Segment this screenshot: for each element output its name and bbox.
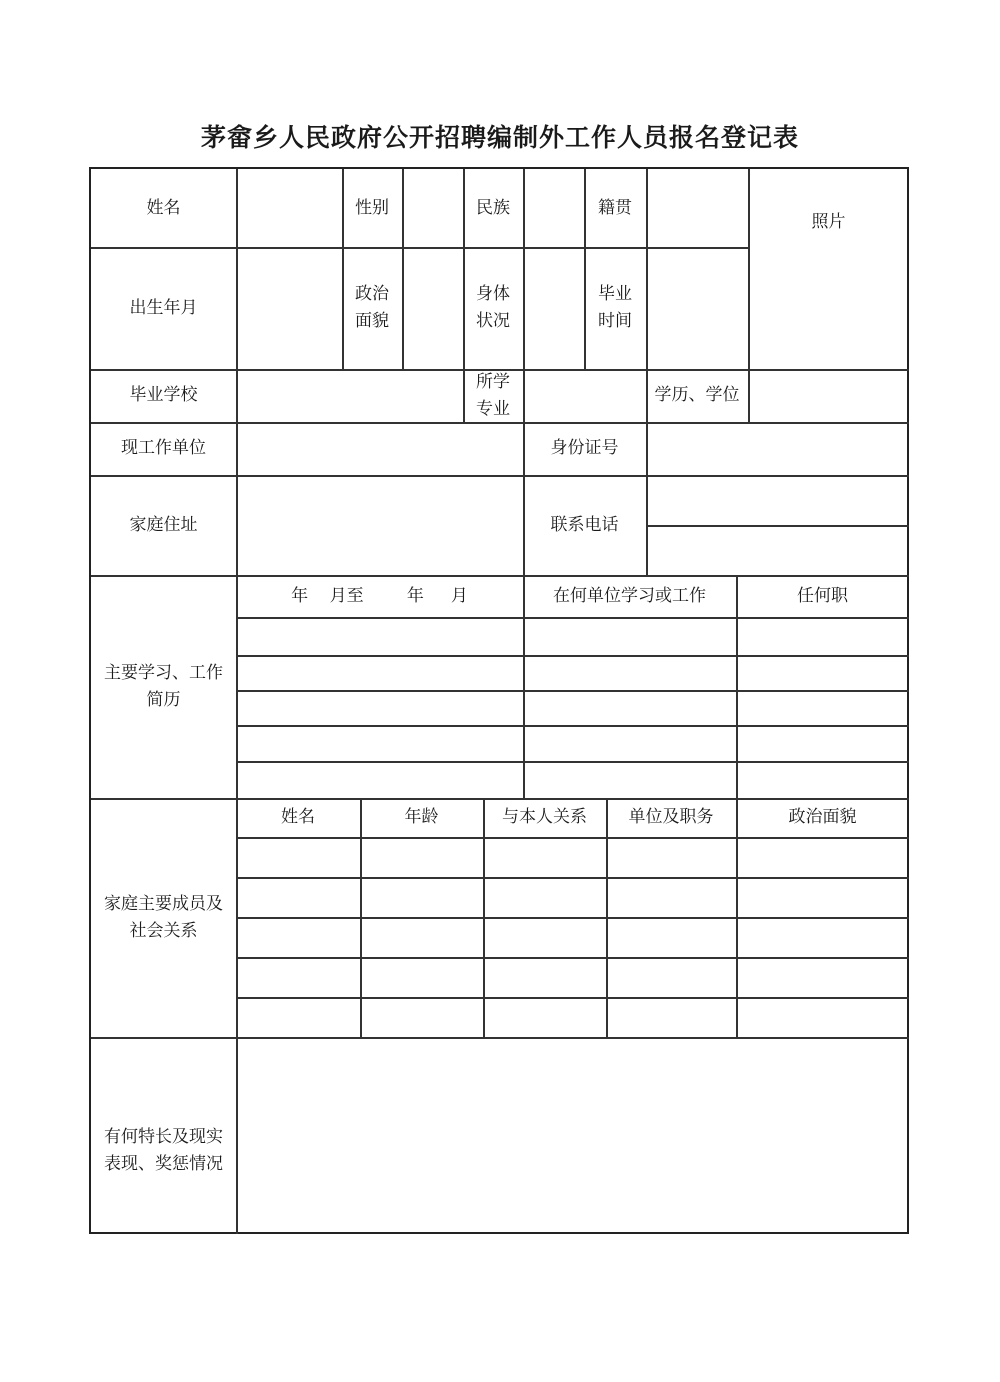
major-field[interactable] <box>524 370 646 422</box>
ethnicity-field[interactable] <box>524 169 584 247</box>
form-title: 茅畲乡人民政府公开招聘编制外工作人员报名登记表 <box>200 123 799 152</box>
label-grad-school: 毕业学校 <box>129 385 198 405</box>
label-family: 家庭主要成员及 社会关系 <box>104 893 223 941</box>
label-ethnicity: 民族 <box>476 197 510 218</box>
family-rows[interactable] <box>237 838 909 1037</box>
registration-form <box>89 167 909 1234</box>
address-field[interactable] <box>237 476 523 575</box>
phone-field-2[interactable] <box>647 526 909 575</box>
id-number-field[interactable] <box>647 423 909 475</box>
label-photo: 照片 <box>811 212 846 232</box>
family-header-name: 姓名 <box>281 807 315 827</box>
label-resume: 主要学习、工作 简历 <box>104 662 223 710</box>
family-header-unit-duty: 单位及职务 <box>628 807 714 827</box>
native-place-field[interactable] <box>647 169 748 247</box>
resume-header-position: 任何职 <box>797 585 848 606</box>
label-gender: 性别 <box>355 197 389 218</box>
label-grad-time: 毕业 时间 <box>598 284 632 331</box>
phone-field-1[interactable] <box>647 476 909 525</box>
birth-field[interactable] <box>237 248 342 369</box>
label-phone: 联系电话 <box>550 514 619 535</box>
specialty-field[interactable] <box>237 1038 909 1234</box>
resume-header-unit: 在何单位学习或工作 <box>553 585 706 606</box>
gender-field[interactable] <box>403 169 463 247</box>
family-header-relation: 与本人关系 <box>502 807 587 827</box>
label-native-place: 籍贯 <box>598 197 632 218</box>
resume-rows[interactable] <box>237 618 909 798</box>
label-major: 所学 专业 <box>476 371 510 419</box>
label-specialty: 有何特长及现实 表现、奖惩情况 <box>104 1126 223 1174</box>
label-birth: 出生年月 <box>129 297 198 318</box>
degree-field[interactable] <box>749 370 909 422</box>
name-field[interactable] <box>237 169 342 247</box>
label-name: 姓名 <box>146 197 181 218</box>
label-workplace: 现工作单位 <box>121 438 206 458</box>
label-health: 身体 状况 <box>476 284 510 331</box>
label-degree: 学历、学位 <box>654 385 740 405</box>
family-header-political: 政治面貌 <box>788 807 857 827</box>
label-id-number: 身份证号 <box>550 438 619 458</box>
health-field[interactable] <box>524 248 584 369</box>
grad-school-field[interactable] <box>237 370 463 422</box>
resume-header-period: 年 月至 年 月 <box>291 585 468 606</box>
political-field[interactable] <box>403 248 463 369</box>
photo-area[interactable] <box>749 169 909 369</box>
family-header-age: 年龄 <box>404 807 439 827</box>
label-political: 政治 面貌 <box>355 284 389 331</box>
grad-time-field[interactable] <box>647 248 748 369</box>
workplace-field[interactable] <box>237 423 523 475</box>
label-address: 家庭住址 <box>129 514 198 535</box>
